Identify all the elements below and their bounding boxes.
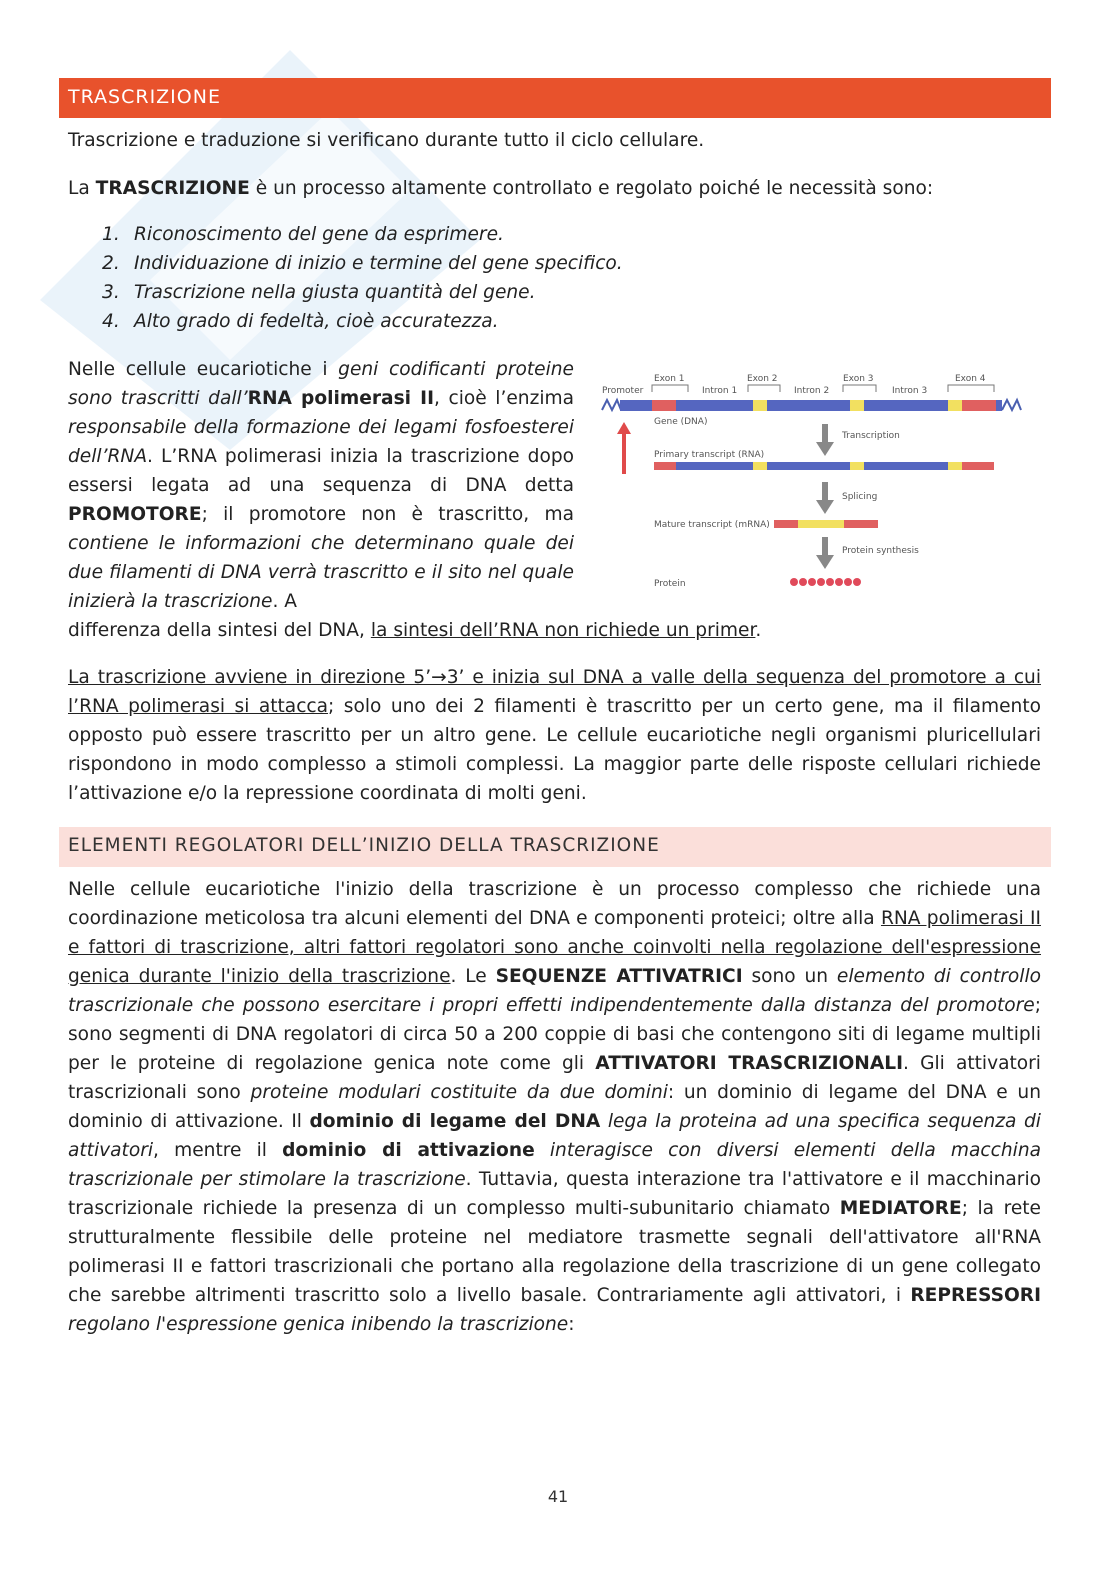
requirements-list: [102, 220, 802, 336]
paragraph-trascrizione: La TRASCRIZIONE è un processo altamente controllato e regolato poiché le necessità sono:: [68, 178, 934, 199]
transcription-arrow: [816, 424, 834, 456]
paragraph-primer: differenza della sintesi del DNA, la sintesi dell’RNA non richiede un primer.: [68, 620, 762, 641]
primary-transcript-bar: [654, 462, 994, 470]
label-primary-transcript: Primary transcript (RNA): [654, 450, 765, 460]
paragraph-elementi-regolatori: Nelle cellule eucariotiche l'inizio della trascrizione è un processo complesso che richiede una coordinazione meticolosa tra alcuni elementi del DNA e componenti proteici; oltre alla RNA polimerasi II e fattori di trascrizione, altri fattori regolatori sono anche coinvolti nella regolazione dell'espressione genica durante l'inizio della trascrizione. Le SEQUENZE ATTIVATRICI sono un elemento di controllo trascrizionale che possono esercitare i propri effetti indipendentemente dalla distanza del promotore; sono segmenti di DNA regolatori di circa 50 a 200 coppie di basi che contengono siti di legame multipli per le proteine di regolazione genica note come gli ATTIVATORI TRASCRIZIONALI. Gli attivatori trascrizionali sono proteine modulari costituite da due domini: un dominio di legame del DNA e un dominio di attivazione. Il dominio di legame del DNA lega la proteina ad una specifica sequenza di attivatori, mentre il dominio di attivazione interagisce con diversi elementi della macchina trascrizionale per stimolare la trascrizione. Tuttavia, questa interazione tra l'attivatore e il macchinario trascrizionale richiede la presenza di un complesso multi-subunitario chiamato MEDIATORE; la rete strutturalmente flessibile delle proteine nel mediatore trasmette segnali dell'attivatore all'RNA polimerasi II e fattori trascrizionali che portano alla regolazione della trascrizione di un gene collegato che sarebbe altrimenti trascritto solo a livello basale. Contrariamente agli attivatori, i REPRESSORI regolano l'espressione genica inibendo la trascrizione:: [68, 879, 1041, 1335]
list-item: 4. Alto grado di fedeltà, cioè accuratezza.: [102, 311, 499, 332]
label-gene-dna: Gene (DNA): [654, 417, 708, 427]
label-promoter: Promoter: [602, 386, 644, 396]
label-intron3: Intron 3: [892, 386, 928, 396]
section-header-elementi-regolatori: ELEMENTI REGOLATORI DELL’INIZIO DELLA TRASCRIZIONE: [59, 827, 1051, 867]
direction-arrow: [617, 422, 631, 474]
label-exon3: Exon 3: [843, 374, 874, 384]
label-transcription: Transcription: [842, 431, 900, 441]
label-exon2: Exon 2: [747, 374, 778, 384]
label-exon4: Exon 4: [955, 374, 986, 384]
label-exon1: Exon 1: [654, 374, 685, 384]
label-intron1: Intron 1: [702, 386, 738, 396]
label-mature-transcript: Mature transcript (mRNA): [654, 520, 770, 530]
paragraph-intro: Trascrizione e traduzione si verificano durante tutto il ciclo cellulare.: [68, 130, 705, 151]
page-number: 41: [547, 1487, 569, 1506]
protein-beads: [790, 578, 861, 586]
list-item: 2. Individuazione di inizio e termine del gene specifico.: [102, 253, 623, 274]
list-item: 1. Riconoscimento del gene da esprimere.: [102, 224, 504, 245]
label-splicing: Splicing: [842, 492, 878, 502]
paragraph-direzione: La trascrizione avviene in direzione 5’→3’ e inizia sul DNA a valle della sequenza del promotore a cui l’RNA polimerasi si attacca; solo uno dei 2 filamenti è trascritto per un certo gene, ma il filamento opposto può essere trascritto per un altro gene. Le cellule eucariotiche negli organismi pluricellulari rispondono in modo complesso a stimoli complessi. La maggior parte delle risposte cellulari richiede l’attivazione e/o la repressione coordinata di molti geni.: [68, 667, 1041, 804]
splicing-arrow: [816, 482, 834, 514]
mature-transcript-bar: [774, 520, 878, 528]
transcription-diagram: [598, 362, 1028, 602]
protein-synthesis-arrow: [816, 537, 834, 569]
label-protein: Protein: [654, 579, 686, 589]
section-header-trascrizione: TRASCRIZIONE: [59, 78, 1051, 118]
paragraph-rna-polimerasi: Nelle cellule eucariotiche i geni codificanti proteine sono trascritti dall’RNA polimerasi II, cioè l’enzima responsabile della formazione dei legami fosfoesterei dell’RNA. L’RNA polimerasi inizia la trascrizione dopo essersi legata ad una sequenza di DNA detta PROMOTORE; il promotore non è trascritto, ma contiene le informazioni che determinano quale dei due filamenti di DNA verrà trascritto e il sito nel quale inizierà la trascrizione. A: [68, 359, 575, 612]
gene-dna-bar: [602, 400, 1021, 411]
list-item: 3. Trascrizione nella giusta quantità del gene.: [102, 282, 536, 303]
label-protein-synthesis: Protein synthesis: [842, 546, 919, 556]
label-intron2: Intron 2: [794, 386, 830, 396]
